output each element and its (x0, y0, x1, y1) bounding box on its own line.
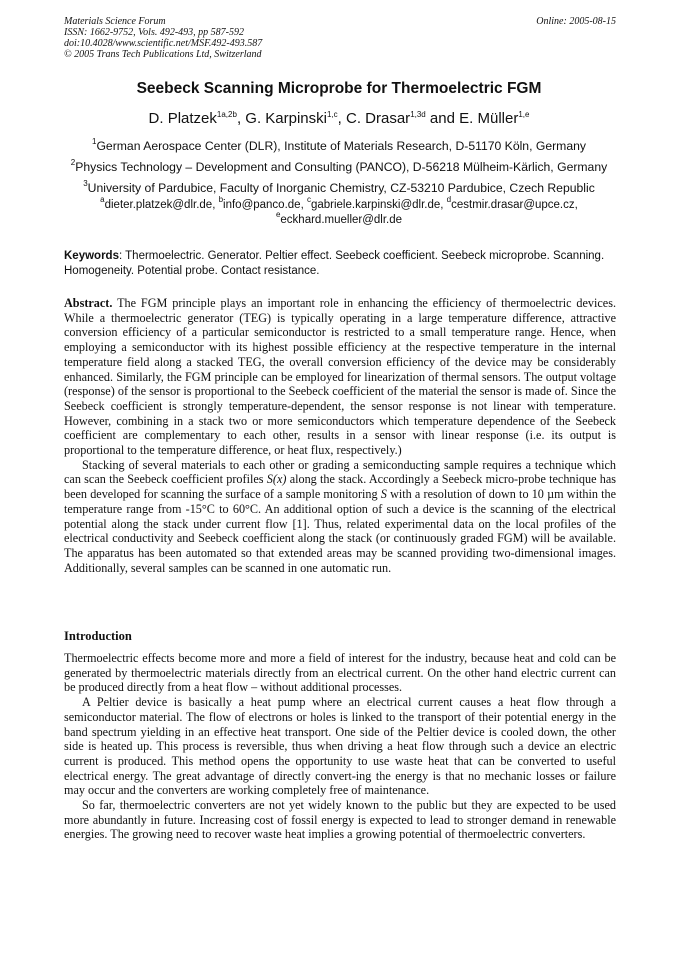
abstract-label: Abstract. (64, 296, 113, 310)
affiliation-superscript: 1 (92, 137, 97, 146)
keywords-section (64, 249, 616, 279)
email-list: $^a$dieter.platzek@dlr.de, $^b$info@panco.de, $^c$gabriele.karpinski@dlr.de, $^d$cestmir.drasar@upce.cz, $^e$eckhard.mueller@dlr.de (100, 195, 578, 226)
affiliation-text: German Aerospace Center (DLR), Institute of Materials Research, D-51170 Köln, Germany (96, 139, 586, 153)
math-symbol: S(x) (266, 472, 287, 487)
author-name: E. Müller (459, 110, 519, 127)
paper-title: Seebeck Scanning Microprobe for Thermoelectric FGM (136, 80, 542, 97)
journal-header (64, 16, 616, 60)
author-separator: , (236, 110, 246, 127)
affiliation-text: Physics Technology – Development and Consulting (PANCO), D-56218 Mülheim-Kärlich, Germany (75, 160, 608, 174)
email-superscript: c (306, 195, 311, 204)
email-link[interactable]: dieter.platzek@dlr.de (104, 199, 213, 211)
affiliation (40, 136, 638, 157)
abstract-paragraph (64, 458, 616, 576)
journal-name: Materials Science Forum (64, 16, 166, 27)
author-name: D. Platzek (148, 110, 217, 127)
email-superscript: e (275, 210, 281, 219)
affiliation-superscript: 3 (83, 179, 88, 188)
author-superscript: 1,e (518, 110, 530, 119)
copyright-line: © 2005 Trans Tech Publications Ltd, Switzerland (64, 49, 262, 60)
intro-paragraph: A Peltier device is basically a heat pump where an electrical current causes a heat flow through a semiconductor material. The flow of electrons or holes is linked to the transport of their potential energy in the band spectrum yielding in an effective heat transport. One side of the Peltier device is cooled down, the other side is heated up. This process is reversible, thus when driving a heat flow through such a device an electric current is produced. This method opens the opportunity to use waste heat that can be converted to useful electrical energy. The great advantage of directly convert-ing the energy is that no mechanic losses or failure may occur and the converters are working completely free of maintenance. (64, 695, 616, 798)
intro-paragraph: So far, thermoelectric converters are not yet widely known to the public but they are expected to be used more abundantly in future. Increasing cost of fossil energy is expected to lead to stronger demand in renewable energies. The growing need to recover waste heat implies a growing potential of thermoelectric converters. (64, 798, 616, 842)
affiliation-list (40, 136, 638, 199)
email-link[interactable]: gabriele.karpinski@dlr.de (310, 199, 441, 211)
author-superscript: 1a,2b (216, 110, 237, 119)
intro-paragraph: Thermoelectric effects become more and more a field of interest for the industry, because heat and cold can be generated by thermoelectric materials directly from an electrical current. On the other hand electric current can be produced directly from a heat flow – without additional processes. (64, 651, 616, 695)
email-superscript: b (218, 195, 224, 204)
abstract-text: along the stack. Accordingly a Seebeck micro-probe technique has been developed for scanning the surface of a sample monitoring (64, 472, 617, 502)
author-name: C. Drasar (346, 110, 411, 127)
author-superscript: 1,3d (410, 110, 426, 119)
author-conjunction: and (425, 110, 460, 127)
math-symbol: S (380, 487, 387, 502)
email-superscript: d (446, 195, 452, 204)
abstract-text: The FGM principle plays an important role in enhancing the efficiency of thermoelectric devices. While a thermoelectric generator (TEG) is typically operating in a large temperature difference, attractive conversion efficiency of a particular semiconductor is restricted to a small temperature range. Hence, when employing a semiconductor with its highest possible efficiency at the respective temperature in the internal temperature field along a stacked TEG, the overall conversion efficiency of the device may be considerably enhanced. Similarly, the FGM principle can be employed for linearization of thermal sensors. The output voltage (response) of the sensor is proportional to the Seebeck coefficient of the material the sensor is made of. Since the Seebeck coefficient is strongly temperature-dependent, the sensor response is not linear with temperature. However, combining in a stack two or more semiconductors which temperature dependence of the Seebeck coefficient are complementary to each other, results in a sensor with linear response (i.e. its output is proportional to the temperature difference, or heat flux, respectively.) (64, 296, 617, 458)
online-date: Online: 2005-08-15 (536, 16, 616, 27)
author-name: G. Karpinski (245, 110, 327, 127)
keywords-label: Keywords (64, 250, 119, 262)
abstract-section (64, 296, 616, 575)
email-superscript: a (100, 195, 105, 204)
author-list (0, 110, 678, 127)
issn-line: ISSN: 1662-9752, Vols. 492-493, pp 587-592 (64, 27, 244, 38)
section-heading: Introduction (64, 629, 132, 643)
affiliation (40, 178, 638, 199)
keywords-text: : Thermoelectric. Generator. Peltier effect. Seebeck coefficient. Seebeck microprobe. Scanning. Homogeneity. Potential probe. Contact resistance. (64, 250, 605, 277)
affiliation-text: University of Pardubice, Faculty of Inorganic Chemistry, CZ-53210 Pardubice, Czech Republic (87, 181, 595, 195)
abstract-text: Stacking of several materials to each other or grading a semiconducting sample requires a technique which can scan the Seebeck coefficient profiles (64, 457, 616, 487)
abstract-paragraph (64, 296, 616, 458)
affiliation-superscript: 2 (70, 158, 76, 167)
affiliation (40, 157, 638, 178)
introduction-section (64, 651, 616, 842)
email-link[interactable]: cestmir.drasar@upce.cz (451, 199, 575, 211)
email-link[interactable]: eckhard.mueller@dlr.de (280, 214, 403, 226)
doi-line: doi:10.4028/www.scientific.net/MSF.492-493.587 (64, 38, 263, 49)
author-superscript: 1,c (326, 110, 338, 119)
email-link[interactable]: info@panco.de (223, 199, 301, 211)
abstract-text: with a resolution of down to 10 µm within the temperature range from -15°C to 60°C. An additional option of such a device is the scanning of the electrical potential along the stack under current flow [1]. Thus, related experimental data on the local profiles of the electrical conductivity and Seebeck coefficient along the stack (or continuously graded FGM) will be available. The apparatus has been automated so that extended areas may be scanned providing two-dimensional images. Additionally, several samples can be scanned in one automatic run. (64, 487, 616, 575)
author-separator: , (337, 110, 346, 127)
